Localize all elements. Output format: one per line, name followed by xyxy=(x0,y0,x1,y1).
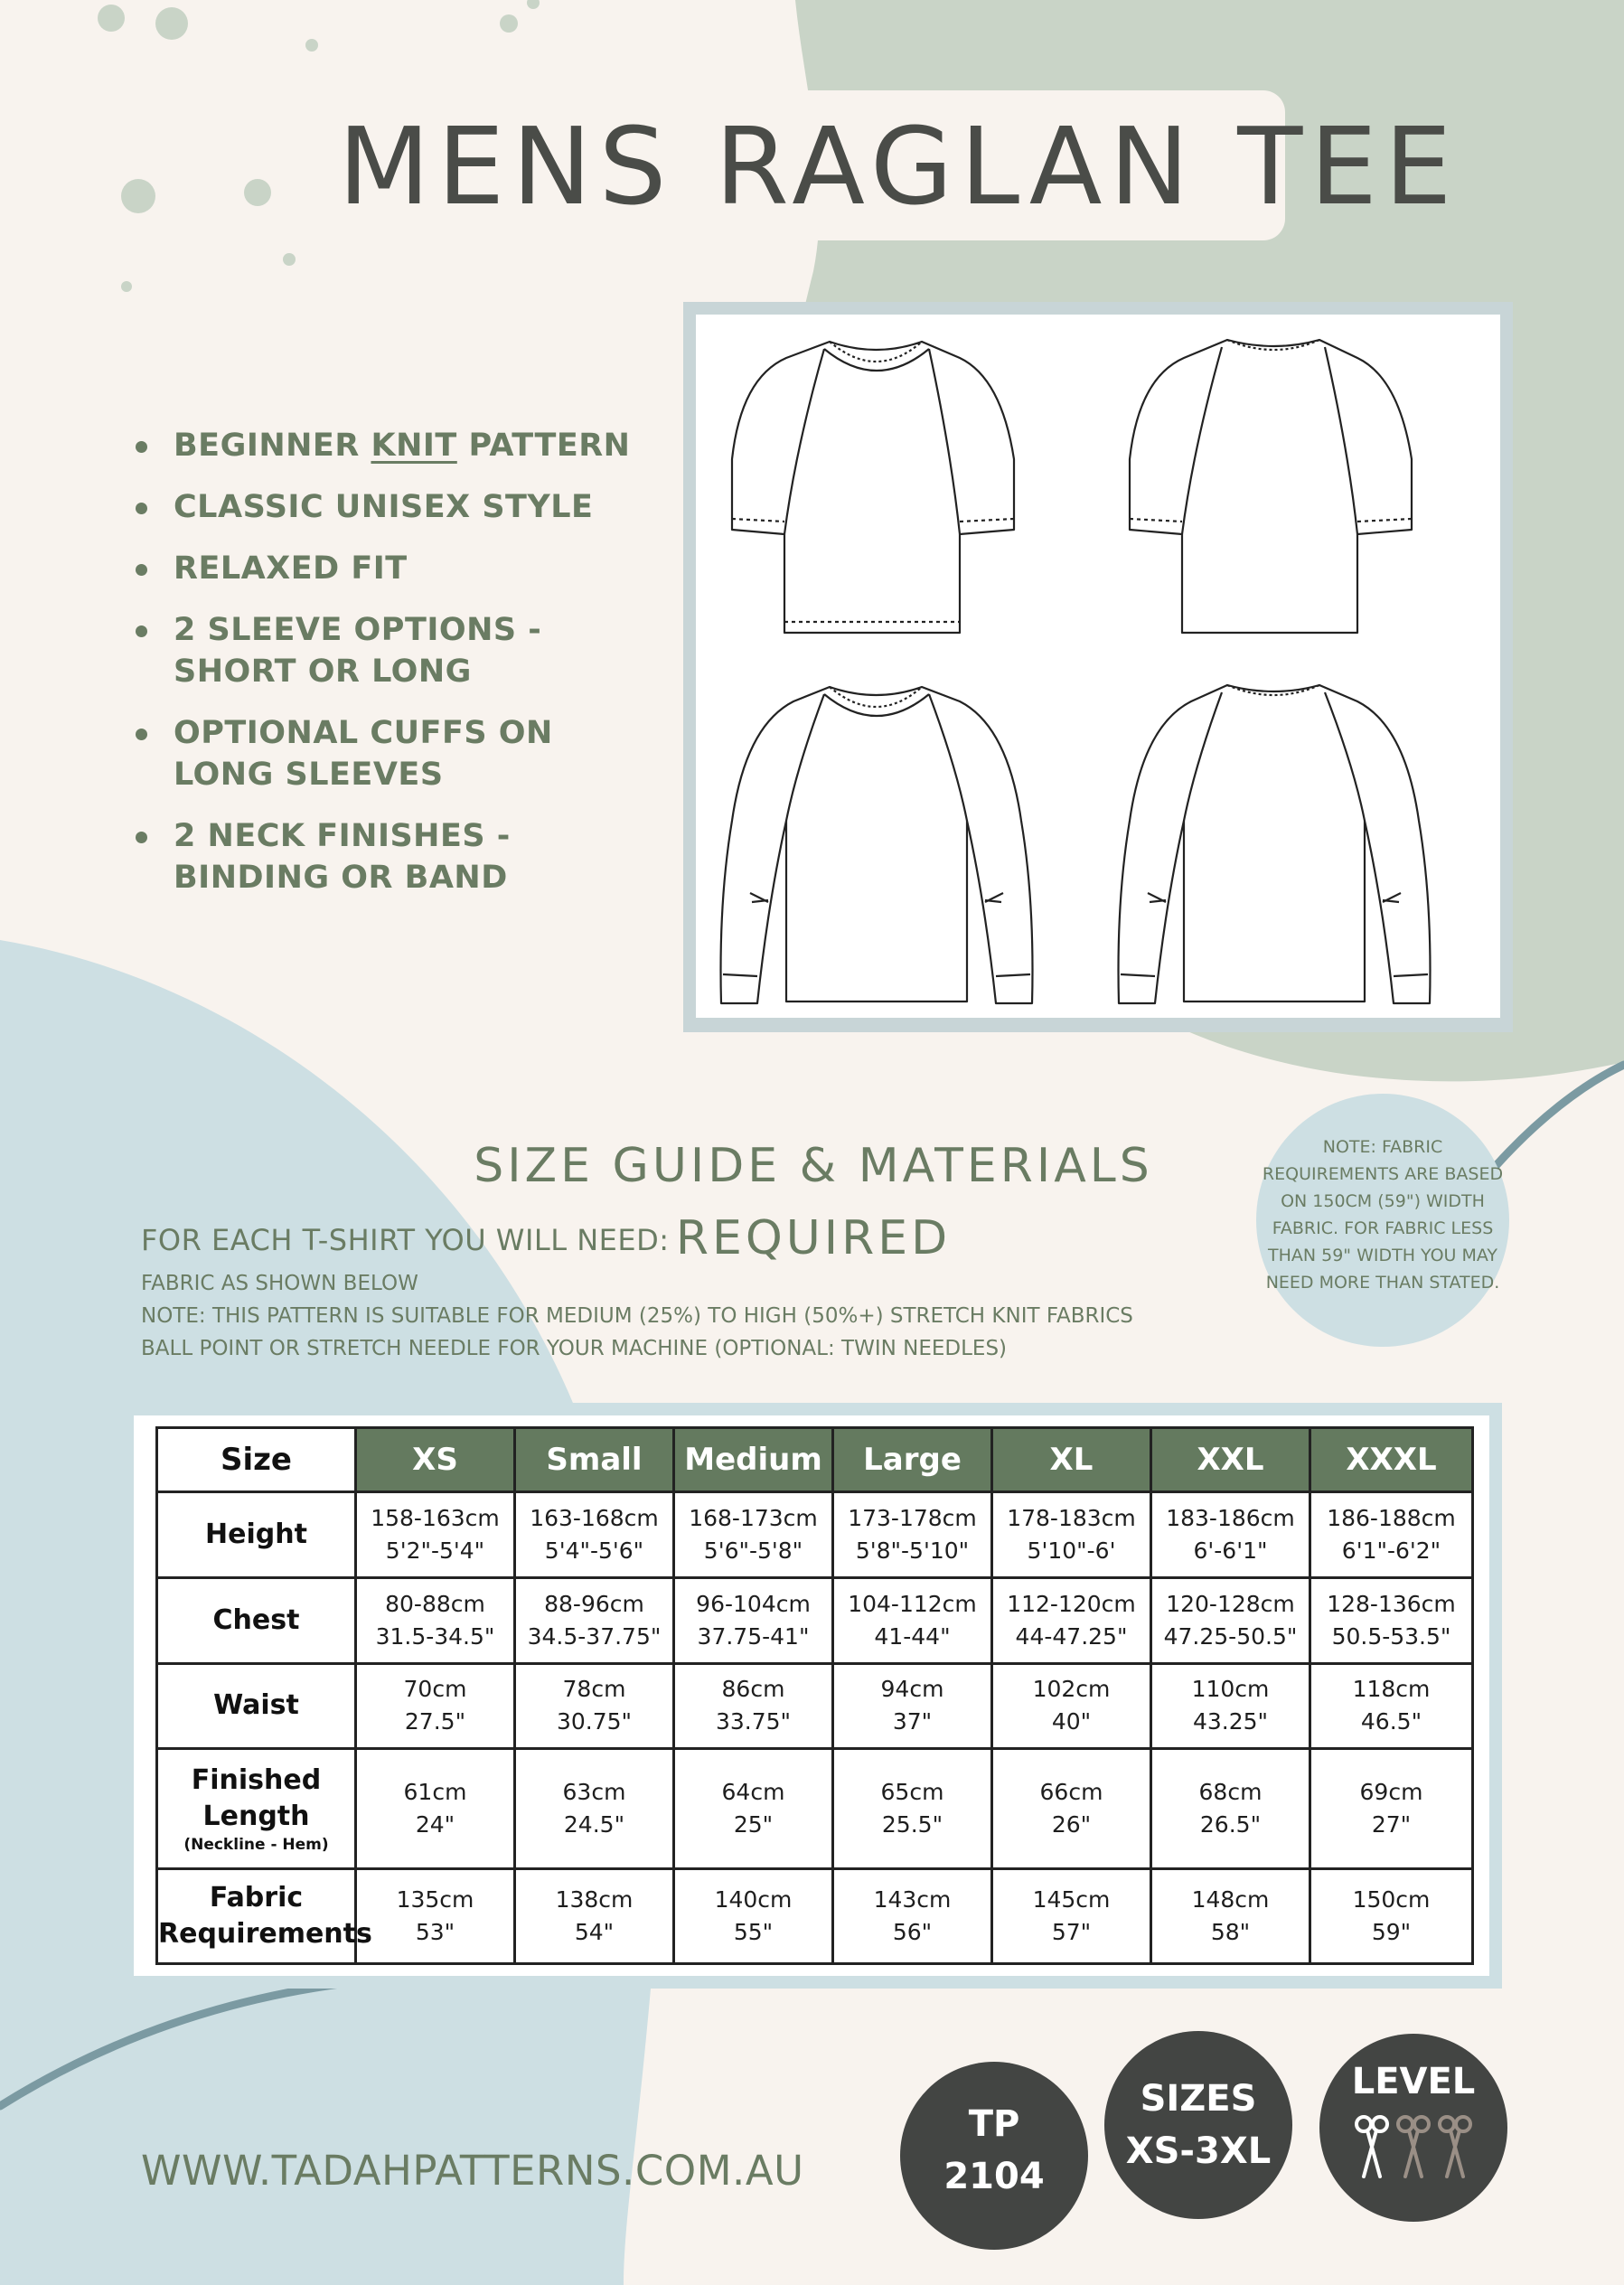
cell-line: 68cm xyxy=(1198,1779,1263,1806)
cell-line: 86cm xyxy=(721,1676,785,1703)
table-cell xyxy=(1310,1749,1473,1869)
table-cell xyxy=(356,1869,515,1964)
decor-dot xyxy=(527,0,540,9)
table-cell xyxy=(1151,1749,1310,1869)
cell-line: 5'8"-5'10" xyxy=(855,1537,970,1564)
cell-line: 66cm xyxy=(1039,1779,1103,1806)
cell-line: 94cm xyxy=(880,1676,944,1703)
materials-list xyxy=(141,1267,1133,1365)
cell-line: 5'2"-5'4" xyxy=(385,1537,485,1564)
cell-line: 6'-6'1" xyxy=(1193,1537,1268,1564)
decor-dot xyxy=(283,253,296,266)
cell-line: 163-168cm xyxy=(530,1504,659,1531)
table-cell xyxy=(833,1492,992,1578)
cell-line: 26.5" xyxy=(1199,1811,1262,1838)
cell-line: 110cm xyxy=(1191,1676,1270,1703)
cell-line: 33.75" xyxy=(715,1708,792,1735)
level-label: LEVEL xyxy=(1351,2061,1476,2102)
cell-line: 69cm xyxy=(1359,1779,1423,1806)
table-cell xyxy=(833,1749,992,1869)
size-table xyxy=(155,1426,1474,1965)
cell-line: 70cm xyxy=(403,1676,467,1703)
feature-item: 2 SLEEVE OPTIONS - SHORT OR LONG xyxy=(136,609,660,692)
page-title: MENS RAGLAN TEE xyxy=(338,104,1460,229)
cell-line: 104-112cm xyxy=(848,1590,977,1617)
size-column-header: Large xyxy=(833,1428,992,1492)
size-column-header: XXXL xyxy=(1310,1428,1473,1492)
row-label-text: Fabric Requirements xyxy=(158,1882,372,1951)
feature-list xyxy=(136,425,660,918)
cell-line: 53" xyxy=(415,1919,455,1946)
decor-dot xyxy=(305,39,318,52)
table-cell xyxy=(1151,1663,1310,1749)
size-column-header: Small xyxy=(515,1428,674,1492)
row-label-text: Finished Length xyxy=(191,1764,322,1833)
bullet-dot xyxy=(136,625,147,637)
cell-line: 46.5" xyxy=(1360,1708,1422,1735)
cell-line: 27" xyxy=(1371,1811,1412,1838)
cell-line: 102cm xyxy=(1032,1676,1111,1703)
cell-line: 37" xyxy=(892,1708,933,1735)
row-label xyxy=(157,1577,356,1663)
cell-line: 80-88cm xyxy=(385,1590,485,1617)
badge-line: SIZES xyxy=(1140,2078,1257,2120)
decor-dot xyxy=(121,179,155,213)
size-column-header: XXL xyxy=(1151,1428,1310,1492)
table-cell xyxy=(674,1869,833,1964)
table-cell xyxy=(356,1749,515,1869)
table-cell xyxy=(356,1492,515,1578)
cell-line: 57" xyxy=(1051,1919,1092,1946)
table-cell xyxy=(833,1869,992,1964)
table-header-row xyxy=(157,1428,1473,1492)
bullet-dot xyxy=(136,503,147,514)
decor-dot xyxy=(155,7,188,40)
materials-item: FABRIC AS SHOWN BELOW xyxy=(141,1272,418,1295)
scissors-icon xyxy=(1440,2117,1470,2177)
table-cell xyxy=(992,1492,1151,1578)
bullet-dot xyxy=(136,832,147,843)
fabric-note: NOTE: FABRIC REQUIREMENTS ARE BASED ON 150CM (59") WIDTH FABRIC. FOR FABRIC LESS THAN 59" WIDTH YOU MAY NEED MORE THAN STATED. xyxy=(1262,1137,1504,1293)
garment-illustration-panel xyxy=(696,315,1500,1018)
table-cell xyxy=(992,1663,1151,1749)
cell-line: 186-188cm xyxy=(1327,1504,1456,1531)
cell-line: 5'6"-5'8" xyxy=(703,1537,803,1564)
cell-line: 25.5" xyxy=(881,1811,943,1838)
table-cell xyxy=(992,1869,1151,1964)
cell-line: 61cm xyxy=(403,1779,467,1806)
table-row xyxy=(157,1577,1473,1663)
table-cell xyxy=(833,1577,992,1663)
cell-line: 27.5" xyxy=(404,1708,466,1735)
bullet-dot xyxy=(136,729,147,740)
cell-line: 56" xyxy=(892,1919,933,1946)
row-label-text: Waist xyxy=(213,1689,299,1722)
level-rating xyxy=(1319,2108,1507,2189)
tee-long-front xyxy=(721,687,1033,1003)
table-cell xyxy=(992,1577,1151,1663)
feature-item: 2 NECK FINISHES - BINDING OR BAND xyxy=(136,815,660,898)
cell-line: 34.5-37.75" xyxy=(527,1622,662,1650)
level-badge xyxy=(1319,2034,1507,2222)
scissors-icon xyxy=(1398,2117,1429,2177)
table-cell xyxy=(515,1869,674,1964)
table-cell xyxy=(674,1663,833,1749)
tee-short-back xyxy=(1130,340,1412,633)
table-cell xyxy=(674,1492,833,1578)
cell-line: 168-173cm xyxy=(689,1504,818,1531)
scissors-icon xyxy=(1356,2117,1387,2177)
table-cell xyxy=(1310,1663,1473,1749)
size-column-header: XL xyxy=(992,1428,1151,1492)
cell-line: 5'10"-6' xyxy=(1027,1537,1116,1564)
tee-short-front xyxy=(732,342,1014,633)
cell-line: 64cm xyxy=(721,1779,785,1806)
table-cell xyxy=(356,1663,515,1749)
cell-line: 150cm xyxy=(1352,1886,1431,1914)
table-cell xyxy=(833,1663,992,1749)
decor-dot xyxy=(244,179,271,206)
table-cell xyxy=(674,1577,833,1663)
materials-heading: FOR EACH T-SHIRT YOU WILL NEED: xyxy=(141,1223,670,1257)
table-cell xyxy=(1151,1577,1310,1663)
cell-line: 6'1"-6'2" xyxy=(1341,1537,1441,1564)
badge-line: 2104 xyxy=(943,2156,1045,2197)
cell-line: 59" xyxy=(1371,1919,1412,1946)
website-url: WWW.TADAHPATTERNS.COM.AU xyxy=(141,2147,804,2195)
feature-item: BEGINNER KNIT PATTERN xyxy=(136,425,660,466)
table-row xyxy=(157,1749,1473,1869)
cell-line: 58" xyxy=(1210,1919,1251,1946)
cell-line: 65cm xyxy=(880,1779,944,1806)
cell-line: 120-128cm xyxy=(1166,1590,1295,1617)
cell-line: 96-104cm xyxy=(696,1590,811,1617)
size-column-header: XS xyxy=(356,1428,515,1492)
cell-line: 148cm xyxy=(1191,1886,1270,1914)
table-cell xyxy=(1151,1869,1310,1964)
row-label xyxy=(157,1869,372,1964)
table-body xyxy=(157,1492,1473,1964)
cell-line: 143cm xyxy=(873,1886,952,1914)
feature-item: OPTIONAL CUFFS ON LONG SLEEVES xyxy=(136,712,660,795)
badge-line: XS-3XL xyxy=(1125,2130,1272,2172)
cell-line: 63cm xyxy=(562,1779,626,1806)
cell-line: 5'4"-5'6" xyxy=(544,1537,644,1564)
decor-dot xyxy=(98,5,125,32)
cell-line: 25" xyxy=(733,1811,774,1838)
row-label xyxy=(157,1492,356,1578)
cell-line: 135cm xyxy=(396,1886,474,1914)
cell-line: 183-186cm xyxy=(1166,1504,1295,1531)
cell-line: 24" xyxy=(415,1811,455,1838)
row-label-text: Height xyxy=(205,1518,307,1550)
cell-line: 41-44" xyxy=(874,1622,951,1650)
table-row xyxy=(157,1869,1473,1964)
cell-line: 128-136cm xyxy=(1327,1590,1456,1617)
row-label xyxy=(157,1663,356,1749)
cell-line: 26" xyxy=(1051,1811,1092,1838)
row-label-text: Chest xyxy=(212,1603,300,1636)
cell-line: 178-183cm xyxy=(1007,1504,1136,1531)
cell-line: 158-163cm xyxy=(371,1504,500,1531)
feature-item: RELAXED FIT xyxy=(136,548,660,589)
cell-line: 47.25-50.5" xyxy=(1163,1622,1298,1650)
cell-line: 145cm xyxy=(1032,1886,1111,1914)
cell-line: 88-96cm xyxy=(544,1590,644,1617)
cell-line: 40" xyxy=(1051,1708,1092,1735)
section-title: SIZE GUIDE & MATERIALS REQUIRED xyxy=(474,1139,1153,1265)
decor-dot xyxy=(121,281,132,292)
badge-line: TP xyxy=(968,2103,1020,2145)
sizes-badge xyxy=(1104,2031,1292,2219)
cell-line: 78cm xyxy=(562,1676,626,1703)
cell-line: 54" xyxy=(574,1919,615,1946)
curve-line-top xyxy=(1496,1065,1624,1166)
row-sublabel: (Neckline - Hem) xyxy=(183,1836,329,1855)
table-cell xyxy=(356,1577,515,1663)
table-cell xyxy=(992,1749,1151,1869)
table-cell xyxy=(1310,1577,1473,1663)
cell-line: 50.5-53.5" xyxy=(1331,1622,1451,1650)
table-cell xyxy=(1310,1869,1473,1964)
decor-dot xyxy=(500,14,518,33)
table-cell xyxy=(515,1492,674,1578)
table-row xyxy=(157,1663,1473,1749)
table-cell xyxy=(515,1749,674,1869)
cell-line: 24.5" xyxy=(563,1811,625,1838)
cell-line: 43.25" xyxy=(1192,1708,1269,1735)
bullet-dot xyxy=(136,564,147,576)
bullet-dot xyxy=(136,441,147,453)
cell-line: 37.75-41" xyxy=(697,1622,810,1650)
row-label xyxy=(157,1749,356,1869)
cell-line: 31.5-34.5" xyxy=(375,1622,495,1650)
table-corner-label: Size xyxy=(157,1428,356,1492)
cell-line: 30.75" xyxy=(556,1708,633,1735)
raglan-tee-drawing xyxy=(696,315,1500,1018)
table-cell xyxy=(515,1577,674,1663)
size-column-header: Medium xyxy=(674,1428,833,1492)
cell-line: 138cm xyxy=(555,1886,634,1914)
materials-item: BALL POINT OR STRETCH NEEDLE FOR YOUR MACHINE (OPTIONAL: TWIN NEEDLES) xyxy=(141,1337,1008,1360)
cell-line: 140cm xyxy=(714,1886,793,1914)
table-cell xyxy=(674,1749,833,1869)
feature-item: CLASSIC UNISEX STYLE xyxy=(136,486,660,528)
cell-line: 118cm xyxy=(1352,1676,1431,1703)
cell-line: 112-120cm xyxy=(1007,1590,1136,1617)
cell-line: 173-178cm xyxy=(848,1504,977,1531)
table-row xyxy=(157,1492,1473,1578)
table-cell xyxy=(1151,1492,1310,1578)
materials-item: NOTE: THIS PATTERN IS SUITABLE FOR MEDIUM (25%) TO HIGH (50%+) STRETCH KNIT FABRICS xyxy=(141,1304,1133,1328)
cell-line: 44-47.25" xyxy=(1015,1622,1128,1650)
tee-long-back xyxy=(1119,685,1431,1003)
table-cell xyxy=(1310,1492,1473,1578)
pattern-code-badge xyxy=(900,2062,1088,2250)
table-cell xyxy=(515,1663,674,1749)
cell-line: 55" xyxy=(733,1919,774,1946)
